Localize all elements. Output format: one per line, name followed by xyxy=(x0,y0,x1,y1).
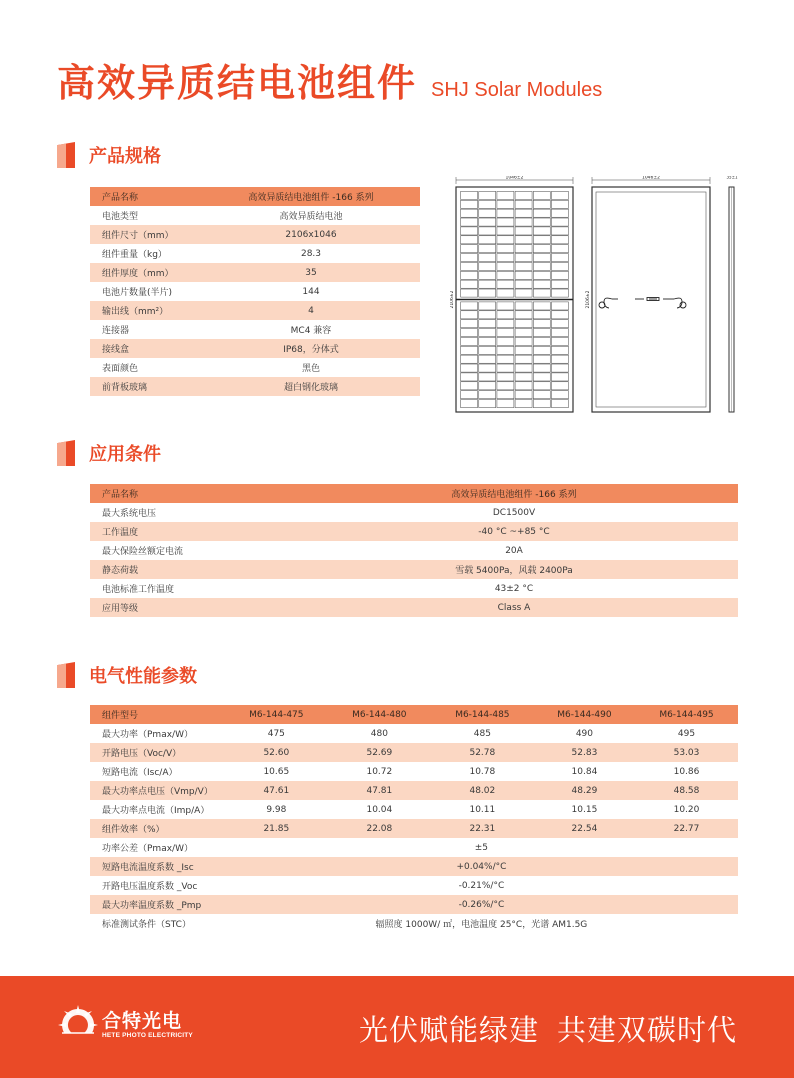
table-cell: 组件厚度（mm） xyxy=(90,263,202,282)
table-cell: -40 °C ~+85 °C xyxy=(290,522,738,541)
solar-cell xyxy=(479,346,496,354)
solar-cell xyxy=(461,227,478,235)
solar-cell xyxy=(497,289,514,297)
solar-cell xyxy=(515,382,532,390)
solar-cell xyxy=(551,337,568,345)
table-cell: 480 xyxy=(370,728,388,739)
table-cell: 产品名称 xyxy=(90,187,202,206)
electrical-table xyxy=(90,705,738,933)
table-header-row xyxy=(90,484,738,503)
table-row xyxy=(90,876,738,895)
solar-cell xyxy=(497,320,514,328)
solar-cell xyxy=(551,391,568,399)
section-marker-icon xyxy=(57,142,75,168)
table-row xyxy=(90,857,738,876)
slogan-part-1: 光伏赋能绿建 xyxy=(358,1013,539,1047)
table-row xyxy=(90,762,738,781)
solar-cell xyxy=(497,364,514,372)
solar-cell xyxy=(497,302,514,310)
table-cell: 开路电压温度系数 _Voc xyxy=(102,882,198,892)
table-cell: 52.78 xyxy=(431,743,534,762)
solar-cell xyxy=(515,346,532,354)
table-row xyxy=(90,301,420,320)
solar-cell xyxy=(533,209,550,217)
solar-cell xyxy=(479,280,496,288)
slogan-part-2: 共建双碳时代 xyxy=(556,1013,737,1047)
solar-cell xyxy=(479,218,496,226)
section-title: 应用条件 xyxy=(89,444,161,465)
front-view xyxy=(450,176,573,412)
title-en: SHJ Solar Modules xyxy=(431,79,603,101)
table-cell: 52.60 xyxy=(225,743,328,762)
table-cell: 短路电流（Isc/A） xyxy=(102,768,178,778)
thickness-dimension-label: 35±1 xyxy=(726,176,738,180)
solar-cell xyxy=(515,262,532,270)
table-header-row xyxy=(90,705,738,724)
solar-cell xyxy=(461,400,478,408)
solar-cell xyxy=(479,227,496,235)
solar-cell xyxy=(551,200,568,208)
solar-cell xyxy=(497,200,514,208)
section-title: 产品规格 xyxy=(89,146,161,167)
table-cell: 48.58 xyxy=(635,781,738,800)
table-row xyxy=(90,560,738,579)
solar-cell xyxy=(551,311,568,319)
table-cell: 电池标准工作温度 xyxy=(102,585,175,595)
table-cell: 最大功率（Pmax/W） xyxy=(102,730,193,740)
table-cell: 4 xyxy=(202,301,420,320)
table-cell: 短路电流温度系数 _Isc xyxy=(90,857,225,876)
table-row xyxy=(90,579,738,598)
section-marker-icon xyxy=(57,440,75,466)
solar-cell xyxy=(533,364,550,372)
table-cell: Class A xyxy=(290,598,738,617)
solar-cell xyxy=(479,355,496,363)
solar-cell xyxy=(461,218,478,226)
table-cell: 21.85 xyxy=(225,819,328,838)
table-row xyxy=(90,206,420,225)
table-cell: 功率公差（Pmax/W） xyxy=(102,844,193,854)
solar-cell xyxy=(461,236,478,244)
table-cell: 10.86 xyxy=(673,766,700,777)
table-cell: 144 xyxy=(302,286,320,297)
table-cell: 10.04 xyxy=(366,804,393,815)
table-cell: MC4 兼容 xyxy=(290,326,332,336)
solar-cell xyxy=(551,209,568,217)
table-cell: -0.21%/°C xyxy=(458,880,505,891)
table-cell: 52.69 xyxy=(328,743,431,762)
table-row xyxy=(90,743,738,762)
solar-cell xyxy=(461,262,478,270)
back-view xyxy=(585,176,710,412)
table-row xyxy=(90,598,738,617)
solar-cell xyxy=(479,337,496,345)
table-cell: +0.04%/°C xyxy=(225,857,738,876)
width-dimension-label: 1046±2 xyxy=(505,176,524,181)
solar-cell xyxy=(533,382,550,390)
table-cell: 应用等级 xyxy=(90,598,290,617)
company-logo xyxy=(56,1003,193,1047)
solar-cell xyxy=(497,400,514,408)
table-cell: 495 xyxy=(677,728,696,739)
solar-cell xyxy=(479,382,496,390)
solar-cell xyxy=(515,218,532,226)
solar-cell xyxy=(551,271,568,279)
table-cell: 最大保险丝额定电流 xyxy=(102,547,184,557)
table-cell: 28.3 xyxy=(300,248,322,259)
table-cell: 表面颜色 xyxy=(102,364,139,374)
spec-table xyxy=(90,187,420,396)
table-cell: 标准测试条件（STC） xyxy=(102,920,191,930)
solar-cell xyxy=(515,391,532,399)
table-row xyxy=(90,263,420,282)
solar-cell xyxy=(479,254,496,262)
table-cell: 高效异质结电池 xyxy=(279,212,343,222)
table-cell: M6-144-480 xyxy=(328,705,431,724)
table-cell: 黑色 xyxy=(301,364,320,374)
table-cell: 43±2 °C xyxy=(494,583,534,594)
table-cell: 接线盒 xyxy=(90,339,202,358)
solar-cell xyxy=(551,346,568,354)
table-row xyxy=(90,320,420,339)
table-row xyxy=(90,522,738,541)
solar-cell xyxy=(533,218,550,226)
solar-cell xyxy=(497,254,514,262)
table-cell: 高效异质结电池组件 -166 系列 xyxy=(290,484,738,503)
solar-cell xyxy=(515,280,532,288)
table-cell: 22.08 xyxy=(328,819,431,838)
table-row xyxy=(90,377,420,396)
table-cell: 22.54 xyxy=(534,819,635,838)
solar-cell xyxy=(515,329,532,337)
solar-cell xyxy=(479,400,496,408)
solar-cell xyxy=(461,200,478,208)
solar-cell xyxy=(533,302,550,310)
solar-cell xyxy=(515,311,532,319)
solar-cell xyxy=(461,289,478,297)
table-cell: 48.02 xyxy=(431,781,534,800)
height-dimension-label: 2106±2 xyxy=(450,290,455,309)
solar-cell xyxy=(479,373,496,381)
table-row xyxy=(90,838,738,857)
solar-cell xyxy=(533,254,550,262)
solar-cell xyxy=(479,391,496,399)
module-drawing xyxy=(450,176,740,416)
solar-cell xyxy=(533,280,550,288)
table-cell: IP68，分体式 xyxy=(202,339,420,358)
conditions-table xyxy=(90,484,738,617)
solar-cell xyxy=(533,191,550,199)
table-cell: 10.84 xyxy=(571,766,598,777)
solar-cell xyxy=(533,400,550,408)
solar-cell xyxy=(461,280,478,288)
back-height-dimension-label: 2106±2 xyxy=(586,290,591,309)
solar-cell xyxy=(551,245,568,253)
table-cell: 490 xyxy=(575,728,594,739)
solar-cell xyxy=(461,320,478,328)
solar-cell xyxy=(551,280,568,288)
solar-cell xyxy=(461,382,478,390)
solar-cell xyxy=(515,254,532,262)
solar-cell xyxy=(515,200,532,208)
solar-cell xyxy=(497,373,514,381)
solar-cell xyxy=(479,329,496,337)
solar-cell xyxy=(551,400,568,408)
solar-cell xyxy=(479,271,496,279)
table-cell: 组件型号 xyxy=(90,705,225,724)
table-row xyxy=(90,800,738,819)
junction-box-icon xyxy=(599,298,686,309)
solar-cell xyxy=(479,289,496,297)
table-cell: 22.31 xyxy=(431,819,534,838)
solar-cell xyxy=(479,245,496,253)
solar-cell xyxy=(461,373,478,381)
footer-banner xyxy=(0,976,794,1078)
solar-cell xyxy=(461,209,478,217)
solar-cell xyxy=(551,320,568,328)
solar-cell xyxy=(479,209,496,217)
table-cell: M6-144-490 xyxy=(534,705,635,724)
solar-cell xyxy=(533,391,550,399)
table-cell: 10.78 xyxy=(469,766,496,777)
solar-cell xyxy=(497,391,514,399)
solar-cell xyxy=(497,245,514,253)
solar-cell xyxy=(497,262,514,270)
solar-cell xyxy=(533,311,550,319)
table-cell: 电池类型 xyxy=(102,212,139,222)
table-cell: 高效异质结电池组件 -166 系列 xyxy=(202,187,420,206)
logo-name-en: HETE PHOTO ELECTRICITY xyxy=(102,1031,193,1039)
section-title: 电气性能参数 xyxy=(89,666,197,687)
solar-cell xyxy=(497,236,514,244)
solar-cell xyxy=(551,191,568,199)
table-row xyxy=(90,895,738,914)
solar-cell xyxy=(461,302,478,310)
solar-cell xyxy=(497,218,514,226)
solar-cell xyxy=(461,329,478,337)
table-cell: 组件重量（kg） xyxy=(102,250,167,260)
table-cell: 47.61 xyxy=(225,781,328,800)
logo-name-cn: 合特光电 xyxy=(102,1009,183,1032)
solar-cell xyxy=(533,271,550,279)
table-cell: 雪载 5400Pa，风载 2400Pa xyxy=(290,560,738,579)
table-row xyxy=(90,244,420,263)
table-cell: 静态荷载 xyxy=(90,560,290,579)
solar-cell xyxy=(515,245,532,253)
solar-cell xyxy=(461,337,478,345)
solar-cell xyxy=(461,355,478,363)
table-cell: -0.26%/°C xyxy=(225,895,738,914)
table-cell: 最大系统电压 xyxy=(102,509,157,519)
solar-cell xyxy=(533,329,550,337)
solar-cell xyxy=(551,355,568,363)
solar-cell xyxy=(551,218,568,226)
solar-cell xyxy=(515,209,532,217)
solar-cell xyxy=(479,364,496,372)
table-cell: 连接器 xyxy=(102,326,130,336)
solar-cell xyxy=(479,191,496,199)
solar-cell xyxy=(515,400,532,408)
solar-cell xyxy=(497,227,514,235)
solar-cell xyxy=(479,320,496,328)
solar-cell xyxy=(461,346,478,354)
solar-cell xyxy=(479,236,496,244)
solar-cell xyxy=(551,302,568,310)
table-cell: 产品名称 xyxy=(90,484,290,503)
table-row xyxy=(90,724,738,743)
solar-cell xyxy=(497,382,514,390)
solar-cell xyxy=(461,191,478,199)
table-cell: DC1500V xyxy=(492,507,536,518)
table-row xyxy=(90,503,738,522)
page-title xyxy=(57,52,602,107)
table-row xyxy=(90,914,738,933)
sun-logo-icon xyxy=(56,1003,100,1047)
solar-cell xyxy=(515,227,532,235)
solar-cell xyxy=(461,271,478,279)
section-header-spec xyxy=(57,142,161,168)
table-row xyxy=(90,781,738,800)
table-cell: M6-144-475 xyxy=(225,705,328,724)
table-cell: 前背板玻璃 xyxy=(90,377,202,396)
table-cell: 48.29 xyxy=(534,781,635,800)
table-row xyxy=(90,225,420,244)
table-cell: 485 xyxy=(473,728,491,739)
solar-cell xyxy=(497,337,514,345)
solar-cell xyxy=(533,289,550,297)
solar-cell xyxy=(515,289,532,297)
table-cell: 2106x1046 xyxy=(202,225,420,244)
table-cell: 输出线（mm²） xyxy=(90,301,202,320)
back-width-dimension-label: 1046±2 xyxy=(641,176,661,181)
solar-cell xyxy=(461,245,478,253)
solar-cell xyxy=(533,346,550,354)
solar-cell xyxy=(497,329,514,337)
table-cell: 10.20 xyxy=(673,804,700,815)
solar-cell xyxy=(461,254,478,262)
section-header-electrical xyxy=(57,662,197,688)
solar-cell xyxy=(479,302,496,310)
solar-cell xyxy=(479,200,496,208)
table-cell: 开路电压（Voc/V） xyxy=(90,743,225,762)
solar-cell xyxy=(533,373,550,381)
solar-cell xyxy=(479,311,496,319)
solar-cell xyxy=(551,254,568,262)
solar-cell xyxy=(533,337,550,345)
solar-cell xyxy=(515,355,532,363)
table-row xyxy=(90,358,420,377)
table-cell: 52.83 xyxy=(534,743,635,762)
solar-cell xyxy=(515,373,532,381)
table-cell: 最大功率点电压（Vmp/V） xyxy=(90,781,225,800)
solar-cell xyxy=(551,289,568,297)
table-cell: ±5 xyxy=(474,842,489,853)
table-cell: 22.77 xyxy=(635,819,738,838)
solar-cell xyxy=(551,236,568,244)
table-cell: 20A xyxy=(505,545,523,556)
solar-cell xyxy=(533,245,550,253)
solar-cell xyxy=(551,227,568,235)
section-marker-icon xyxy=(57,662,75,688)
solar-cell xyxy=(533,355,550,363)
solar-cell xyxy=(515,191,532,199)
solar-cell xyxy=(533,200,550,208)
solar-cell xyxy=(551,373,568,381)
table-cell: 10.11 xyxy=(469,804,496,815)
table-cell: 47.81 xyxy=(328,781,431,800)
table-cell: M6-144-495 xyxy=(635,705,738,724)
solar-cell xyxy=(515,364,532,372)
solar-cell xyxy=(515,236,532,244)
title-cn: 高效异质结电池组件 xyxy=(57,61,418,105)
solar-cell xyxy=(497,311,514,319)
table-cell: M6-144-485 xyxy=(431,705,534,724)
solar-cell xyxy=(533,320,550,328)
table-row xyxy=(90,819,738,838)
table-cell: 10.65 xyxy=(263,766,290,777)
solar-cell xyxy=(533,236,550,244)
solar-cell xyxy=(551,382,568,390)
table-cell: 35 xyxy=(202,263,420,282)
solar-cell xyxy=(515,302,532,310)
solar-cell xyxy=(461,364,478,372)
solar-cell xyxy=(551,262,568,270)
table-cell: 最大功率温度系数 _Pmp xyxy=(90,895,225,914)
table-cell: 475 xyxy=(267,728,285,739)
table-cell: 辐照度 1000W/ ㎡，电池温度 25°C，光谱 AM1.5G xyxy=(375,920,588,930)
solar-cell xyxy=(551,329,568,337)
table-cell: 组件尺寸（mm） xyxy=(90,225,202,244)
table-cell: 工作温度 xyxy=(90,522,290,541)
table-cell: 组件效率（%） xyxy=(90,819,225,838)
section-header-conditions xyxy=(57,440,161,466)
table-header-row xyxy=(90,187,420,206)
solar-cell xyxy=(497,209,514,217)
table-cell: 9.98 xyxy=(266,804,287,815)
slogan xyxy=(359,1008,737,1049)
solar-cell xyxy=(533,262,550,270)
solar-cell xyxy=(497,191,514,199)
solar-cell xyxy=(551,364,568,372)
solar-cell xyxy=(497,346,514,354)
solar-cell xyxy=(479,262,496,270)
table-cell: 10.72 xyxy=(366,766,393,777)
solar-cell xyxy=(515,271,532,279)
table-cell: 10.15 xyxy=(571,804,598,815)
solar-cell xyxy=(461,311,478,319)
table-row xyxy=(90,282,420,301)
table-row xyxy=(90,339,420,358)
solar-cell xyxy=(497,271,514,279)
table-cell: 最大功率点电流（Imp/A） xyxy=(102,806,210,816)
solar-cell xyxy=(515,337,532,345)
solar-cell xyxy=(497,355,514,363)
solar-cell xyxy=(515,320,532,328)
solar-cell xyxy=(497,280,514,288)
table-cell: 53.03 xyxy=(635,743,738,762)
side-view xyxy=(727,176,738,412)
solar-cell xyxy=(461,391,478,399)
table-cell: 超白钢化玻璃 xyxy=(202,377,420,396)
table-cell: 电池片数量(半片) xyxy=(102,288,173,298)
solar-cell xyxy=(533,227,550,235)
table-row xyxy=(90,541,738,560)
